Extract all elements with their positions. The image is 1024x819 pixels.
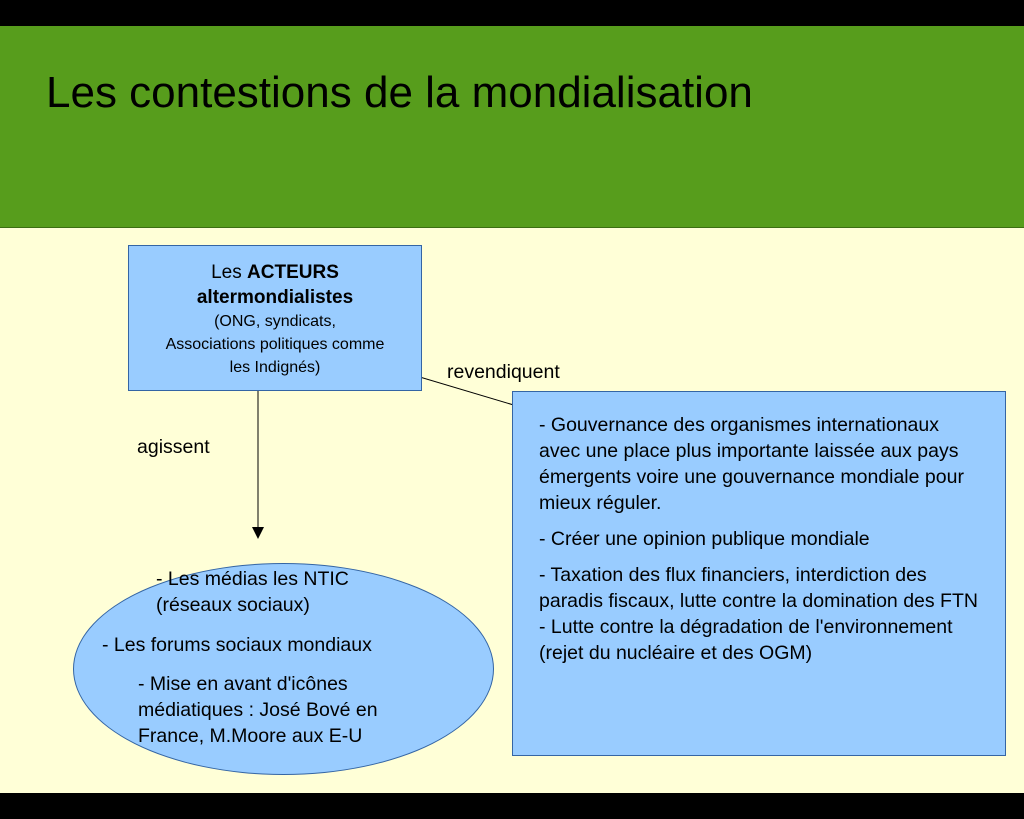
claim-opinion-publique: - Créer une opinion publique mondiale	[539, 528, 870, 550]
claim-gouvernance: - Gouvernance des organismes internationaux avec une place plus importante laissée aux pays émergents voire une gouvernance mondiale pour mieux réguler.	[539, 414, 964, 514]
action-item-forums: - Les forums sociaux mondiaux	[102, 634, 372, 656]
edge-label-revendiquent: revendiquent	[447, 361, 560, 383]
slide-title: Les contestions de la mondialisation	[46, 68, 753, 117]
edge-label-agissent: agissent	[137, 436, 210, 458]
slide	[0, 26, 1024, 793]
claim-environnement: - Lutte contre la dégradation de l'environnement (rejet du nucléaire et des OGM)	[539, 616, 953, 664]
actors-heading-line-1: Les ACTEURS	[211, 262, 339, 283]
claims-box	[512, 391, 1006, 756]
bottom-letterbox-bar	[0, 793, 1024, 819]
actors-heading-line-2: altermondialistes	[196, 287, 354, 308]
action-item-medias: - Les médias les NTIC (réseaux sociaux)	[156, 568, 349, 616]
top-letterbox-bar	[0, 0, 1024, 26]
actors-detail-line-3: les Indignés)	[229, 359, 321, 376]
actors-detail-line-2: Associations politiques comme	[165, 336, 385, 353]
actors-detail-line-1: (ONG, syndicats,	[214, 313, 336, 330]
action-item-icones: - Mise en avant d'icônes médiatiques : José Bové en France, M.Moore aux E-U	[138, 673, 378, 747]
actors-box	[128, 245, 422, 391]
claim-taxation: - Taxation des flux financiers, interdiction des paradis fiscaux, lutte contre la domination des FTN	[539, 564, 978, 612]
